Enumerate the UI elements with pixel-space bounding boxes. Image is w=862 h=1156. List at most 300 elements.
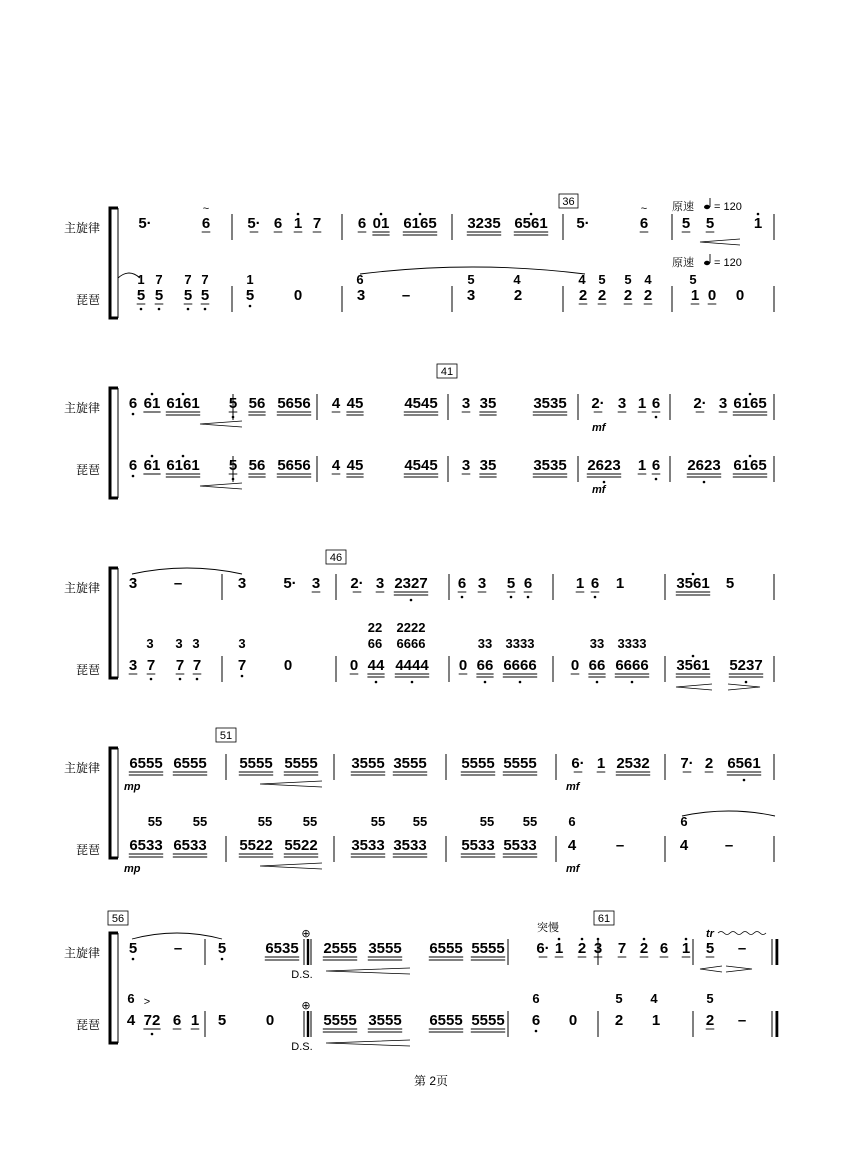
rehearsal-mark: 41 bbox=[440, 366, 454, 378]
note-token: 2 bbox=[623, 287, 633, 304]
low-octave-dot bbox=[179, 678, 182, 681]
dynamic-mf: mf bbox=[592, 484, 606, 496]
note-token: 2· bbox=[591, 395, 605, 412]
note-token: 1 bbox=[246, 272, 254, 287]
note-token: 2222 bbox=[396, 620, 426, 635]
note-token: – bbox=[615, 837, 625, 854]
note-token: 4 bbox=[650, 991, 658, 1006]
note-token: 2 bbox=[578, 287, 588, 304]
note-token: 55 bbox=[147, 814, 163, 829]
note-token: 55 bbox=[257, 814, 273, 829]
high-octave-dot bbox=[530, 213, 533, 216]
high-octave-dot bbox=[558, 938, 561, 941]
note-token: 5 bbox=[615, 991, 623, 1006]
note-token: 6 bbox=[590, 575, 600, 592]
note-token: 1 bbox=[615, 575, 625, 592]
note-token: 6 bbox=[127, 991, 135, 1006]
note-token: 7 bbox=[146, 657, 156, 674]
note-token: – bbox=[173, 575, 183, 592]
note-token: – bbox=[173, 940, 183, 957]
note-token: 4 bbox=[331, 395, 341, 412]
note-token: 3 bbox=[128, 657, 138, 674]
note-token: 6 bbox=[531, 1012, 541, 1029]
note-token: 55 bbox=[192, 814, 208, 829]
note-token: 56 bbox=[248, 457, 266, 474]
hairpin bbox=[700, 966, 722, 972]
hairpin bbox=[676, 684, 712, 690]
note-token: 6533 bbox=[129, 837, 163, 854]
low-octave-dot bbox=[150, 678, 153, 681]
note-token: 0 bbox=[568, 1012, 578, 1029]
part-label-pipa: 琵琶 bbox=[76, 843, 101, 857]
note-token: 1 bbox=[293, 215, 303, 232]
dynamic-mf: mf bbox=[566, 863, 580, 875]
note-token: 5· bbox=[138, 215, 152, 232]
note-token: 5 bbox=[689, 272, 697, 287]
note-token: 3 bbox=[356, 287, 366, 304]
note-token: 5555 bbox=[323, 1012, 357, 1029]
note-token: 6555 bbox=[429, 940, 463, 957]
note-token: 0 bbox=[349, 657, 359, 674]
high-octave-dot bbox=[757, 213, 760, 216]
hairpin bbox=[726, 966, 752, 972]
rehearsal-mark: 56 bbox=[111, 913, 125, 925]
note-token: 2555 bbox=[323, 940, 357, 957]
system-bracket bbox=[110, 748, 118, 858]
note-token: 6· bbox=[571, 755, 585, 772]
part-label-melody: 主旋律 bbox=[64, 946, 101, 960]
note-token: 1 bbox=[190, 1012, 200, 1029]
note-token: 3 bbox=[237, 575, 247, 592]
low-octave-dot bbox=[249, 305, 252, 308]
note-token: 5555 bbox=[284, 755, 318, 772]
note-token: 6561 bbox=[727, 755, 761, 772]
note-token: 6666 bbox=[615, 657, 649, 674]
high-octave-dot bbox=[151, 393, 154, 396]
note-token: 2532 bbox=[616, 755, 650, 772]
note-token: 3535 bbox=[533, 395, 567, 412]
low-octave-dot bbox=[655, 478, 658, 481]
note-token: 56 bbox=[248, 395, 266, 412]
note-token: 1 bbox=[575, 575, 585, 592]
note-token: 7 bbox=[192, 657, 202, 674]
note-token: 2 bbox=[577, 940, 587, 957]
note-token: 4444 bbox=[395, 657, 429, 674]
note-token: 6 bbox=[128, 457, 138, 474]
note-token: 6 bbox=[357, 215, 367, 232]
note-token: 6666 bbox=[396, 636, 426, 651]
trill-mark: tr bbox=[706, 928, 714, 940]
note-token: 6 bbox=[201, 215, 211, 232]
note-token: 5237 bbox=[729, 657, 763, 674]
slur bbox=[132, 933, 222, 939]
low-octave-dot bbox=[745, 681, 748, 684]
low-octave-dot bbox=[232, 416, 235, 419]
tempo-value: = 120 bbox=[714, 257, 742, 269]
note-token: 55 bbox=[412, 814, 428, 829]
note-token: 7· bbox=[680, 755, 694, 772]
note-token: 0 bbox=[707, 287, 717, 304]
low-octave-dot bbox=[743, 779, 746, 782]
low-octave-dot bbox=[375, 681, 378, 684]
note-token: 66 bbox=[588, 657, 606, 674]
note-token: 0 bbox=[458, 657, 468, 674]
high-octave-dot bbox=[151, 455, 154, 458]
note-token: 6· bbox=[536, 940, 550, 957]
high-octave-dot bbox=[597, 938, 600, 941]
note-token: 6 bbox=[128, 395, 138, 412]
hairpin bbox=[200, 483, 242, 489]
note-token: 5 bbox=[681, 215, 691, 232]
note-token: 5 bbox=[128, 940, 138, 957]
note-token: 2327 bbox=[394, 575, 428, 592]
note-token: 3 bbox=[466, 287, 476, 304]
hairpin bbox=[728, 684, 760, 690]
note-token: 3555 bbox=[351, 755, 385, 772]
note-token: 4 bbox=[567, 837, 577, 854]
note-token: 2 bbox=[513, 287, 523, 304]
note-token: 22 bbox=[367, 620, 383, 635]
note-token: 3 bbox=[375, 575, 385, 592]
note-token: 7 bbox=[237, 657, 247, 674]
note-token: 72 bbox=[143, 1012, 161, 1029]
note-token: – bbox=[737, 1012, 747, 1029]
note-token: – bbox=[737, 940, 747, 957]
note-token: 0 bbox=[735, 287, 745, 304]
note-token: 5 bbox=[624, 272, 632, 287]
note-token: 2 bbox=[597, 287, 607, 304]
note-token: 6 bbox=[523, 575, 533, 592]
note-token: 5 bbox=[136, 287, 146, 304]
note-token: 1 bbox=[137, 272, 145, 287]
note-token: 3533 bbox=[351, 837, 385, 854]
note-token: 1 bbox=[690, 287, 700, 304]
note-token: 6 bbox=[651, 457, 661, 474]
high-octave-dot bbox=[581, 938, 584, 941]
note-token: 5 bbox=[228, 457, 238, 474]
low-octave-dot bbox=[410, 599, 413, 602]
note-token: 4 bbox=[578, 272, 586, 287]
high-octave-dot bbox=[419, 213, 422, 216]
note-token: 6561 bbox=[514, 215, 548, 232]
slur bbox=[132, 568, 242, 574]
note-token: 7 bbox=[617, 940, 627, 957]
note-token: 5656 bbox=[277, 395, 311, 412]
tempo-change: 突慢 bbox=[537, 922, 559, 934]
hairpin bbox=[200, 421, 242, 427]
quarter-note-icon bbox=[704, 205, 710, 209]
note-token: 5522 bbox=[284, 837, 318, 854]
rehearsal-mark: 36 bbox=[562, 196, 575, 208]
note-token: 3535 bbox=[533, 457, 567, 474]
note-token: 6 bbox=[356, 272, 364, 287]
note-token: 6555 bbox=[129, 755, 163, 772]
note-token: 3235 bbox=[467, 215, 501, 232]
note-token: 7 bbox=[312, 215, 322, 232]
note-token: 7 bbox=[201, 272, 209, 287]
note-token: 6 bbox=[172, 1012, 182, 1029]
note-token: 3 bbox=[175, 636, 183, 651]
low-octave-dot bbox=[631, 681, 634, 684]
note-token: 5· bbox=[576, 215, 590, 232]
note-token: 55 bbox=[302, 814, 318, 829]
note-token: 5 bbox=[183, 287, 193, 304]
note-token: 6165 bbox=[733, 395, 767, 412]
note-token: 6555 bbox=[429, 1012, 463, 1029]
note-token: 5 bbox=[706, 991, 714, 1006]
rehearsal-mark: 51 bbox=[219, 730, 233, 742]
note-token: 5 bbox=[598, 272, 606, 287]
note-token: 6535 bbox=[265, 940, 299, 957]
low-octave-dot bbox=[158, 308, 161, 311]
note-token: 6 bbox=[568, 814, 576, 829]
note-token: 2623 bbox=[587, 457, 621, 474]
note-token: 61 bbox=[143, 457, 161, 474]
note-token: 5533 bbox=[461, 837, 495, 854]
low-octave-dot bbox=[411, 681, 414, 684]
note-token: 3 bbox=[718, 395, 728, 412]
note-token: 6165 bbox=[733, 457, 767, 474]
note-token: 3 bbox=[461, 457, 471, 474]
note-token: 5 bbox=[217, 1012, 227, 1029]
note-token: 33 bbox=[589, 636, 605, 651]
note-token: 3561 bbox=[676, 575, 710, 592]
note-token: 7 bbox=[175, 657, 185, 674]
mordent-mark: ~ bbox=[202, 203, 210, 215]
low-octave-dot bbox=[510, 596, 513, 599]
high-octave-dot bbox=[297, 213, 300, 216]
note-token: 0 bbox=[293, 287, 303, 304]
hairpin bbox=[260, 781, 322, 787]
note-token: 6165 bbox=[403, 215, 437, 232]
note-token: 01 bbox=[372, 215, 390, 232]
note-token: 4 bbox=[513, 272, 521, 287]
note-token: 6555 bbox=[173, 755, 207, 772]
note-token: 5555 bbox=[471, 1012, 505, 1029]
low-octave-dot bbox=[132, 475, 135, 478]
note-token: 3561 bbox=[676, 657, 710, 674]
high-octave-dot bbox=[182, 455, 185, 458]
low-octave-dot bbox=[151, 1033, 154, 1036]
tempo-word: 原速 bbox=[672, 201, 694, 213]
note-token: 5 bbox=[245, 287, 255, 304]
note-token: 5· bbox=[283, 575, 297, 592]
note-token: 5555 bbox=[239, 755, 273, 772]
high-octave-dot bbox=[643, 938, 646, 941]
note-token: 3 bbox=[477, 575, 487, 592]
high-octave-dot bbox=[692, 655, 695, 658]
low-octave-dot bbox=[594, 596, 597, 599]
note-token: 5 bbox=[154, 287, 164, 304]
low-octave-dot bbox=[132, 413, 135, 416]
note-token: 3555 bbox=[368, 940, 402, 957]
note-token: 2 bbox=[705, 1012, 715, 1029]
note-token: 2 bbox=[704, 755, 714, 772]
note-token: 6 bbox=[639, 215, 649, 232]
low-octave-dot bbox=[232, 478, 235, 481]
note-token: 5555 bbox=[461, 755, 495, 772]
note-token: 1 bbox=[596, 755, 606, 772]
rehearsal-mark: 46 bbox=[329, 552, 343, 564]
note-token: 4 bbox=[679, 837, 689, 854]
note-token: 5 bbox=[467, 272, 475, 287]
note-token: 4 bbox=[644, 272, 652, 287]
note-token: 5522 bbox=[239, 837, 273, 854]
hairpin bbox=[260, 863, 322, 869]
part-label-pipa: 琵琶 bbox=[76, 663, 101, 677]
note-token: 4 bbox=[126, 1012, 136, 1029]
note-token: 45 bbox=[346, 457, 364, 474]
note-token: 55 bbox=[522, 814, 538, 829]
hairpin bbox=[326, 968, 410, 974]
rehearsal-mark: 61 bbox=[597, 913, 611, 925]
part-label-pipa: 琵琶 bbox=[76, 1018, 101, 1032]
note-token: 5 bbox=[705, 940, 715, 957]
note-token: 35 bbox=[479, 457, 497, 474]
note-token: 6161 bbox=[166, 457, 200, 474]
high-octave-dot bbox=[685, 938, 688, 941]
low-octave-dot bbox=[519, 681, 522, 684]
note-token: 1 bbox=[651, 1012, 661, 1029]
note-token: 5 bbox=[705, 215, 715, 232]
note-token: 3 bbox=[238, 636, 246, 651]
part-label-melody: 主旋律 bbox=[64, 401, 101, 415]
note-token: 2· bbox=[693, 395, 707, 412]
ds-mark: D.S. bbox=[291, 969, 313, 981]
note-token: 3 bbox=[461, 395, 471, 412]
system-bracket bbox=[110, 568, 118, 678]
note-token: – bbox=[724, 837, 734, 854]
note-token: 7 bbox=[155, 272, 163, 287]
high-octave-dot bbox=[692, 573, 695, 576]
note-token: 35 bbox=[479, 395, 497, 412]
note-token: 66 bbox=[367, 636, 383, 651]
note-token: 4 bbox=[331, 457, 341, 474]
note-token: 5533 bbox=[503, 837, 537, 854]
note-token: 61 bbox=[143, 395, 161, 412]
note-token: 0 bbox=[283, 657, 293, 674]
system-bracket bbox=[110, 933, 118, 1043]
note-token: 2623 bbox=[687, 457, 721, 474]
part-label-melody: 主旋律 bbox=[64, 581, 101, 595]
note-token: 4545 bbox=[404, 457, 438, 474]
note-token: 5 bbox=[200, 287, 210, 304]
low-octave-dot bbox=[703, 481, 706, 484]
low-octave-dot bbox=[461, 596, 464, 599]
note-token: 4545 bbox=[404, 395, 438, 412]
low-octave-dot bbox=[484, 681, 487, 684]
note-token: 1 bbox=[637, 457, 647, 474]
part-label-pipa: 琵琶 bbox=[76, 293, 101, 307]
segno-icon: ⊕ bbox=[301, 1000, 311, 1012]
low-octave-dot bbox=[596, 681, 599, 684]
low-octave-dot bbox=[204, 308, 207, 311]
note-token: 3 bbox=[311, 575, 321, 592]
note-token: 6533 bbox=[173, 837, 207, 854]
note-token: 5 bbox=[228, 395, 238, 412]
low-octave-dot bbox=[535, 1030, 538, 1033]
note-token: 44 bbox=[367, 657, 385, 674]
note-token: 5 bbox=[725, 575, 735, 592]
note-token: 1 bbox=[681, 940, 691, 957]
system-bracket bbox=[110, 388, 118, 498]
note-token: 6 bbox=[651, 395, 661, 412]
note-token: 2 bbox=[639, 940, 649, 957]
note-token: 2 bbox=[614, 1012, 624, 1029]
high-octave-dot bbox=[380, 213, 383, 216]
note-token: 2 bbox=[643, 287, 653, 304]
note-token: 6 bbox=[659, 940, 669, 957]
low-octave-dot bbox=[221, 958, 224, 961]
ds-mark: D.S. bbox=[291, 1041, 313, 1053]
high-octave-dot bbox=[749, 393, 752, 396]
note-token: 6 bbox=[273, 215, 283, 232]
low-octave-dot bbox=[603, 481, 606, 484]
note-token: 0 bbox=[570, 657, 580, 674]
note-token: 7 bbox=[184, 272, 192, 287]
note-token: 5 bbox=[217, 940, 227, 957]
note-token: 3 bbox=[593, 940, 603, 957]
note-token: 0 bbox=[265, 1012, 275, 1029]
note-token: 1 bbox=[753, 215, 763, 232]
dynamic-mf: mf bbox=[592, 422, 606, 434]
accent-mark: > bbox=[143, 996, 151, 1008]
tie-outgoing bbox=[682, 811, 775, 816]
dynamic-mf: mf bbox=[566, 781, 580, 793]
quarter-note-icon bbox=[704, 261, 710, 265]
segno-icon: ⊕ bbox=[301, 928, 311, 940]
note-token: 3 bbox=[192, 636, 200, 651]
tempo-value: = 120 bbox=[714, 201, 742, 213]
note-token: 2· bbox=[350, 575, 364, 592]
low-octave-dot bbox=[196, 678, 199, 681]
note-token: 3 bbox=[128, 575, 138, 592]
low-octave-dot bbox=[241, 675, 244, 678]
dynamic-mp: mp bbox=[124, 781, 141, 793]
mordent-mark: ~ bbox=[640, 203, 648, 215]
note-token: 5656 bbox=[277, 457, 311, 474]
high-octave-dot bbox=[182, 393, 185, 396]
note-token: 33 bbox=[477, 636, 493, 651]
note-token: 6161 bbox=[166, 395, 200, 412]
low-octave-dot bbox=[187, 308, 190, 311]
low-octave-dot bbox=[140, 308, 143, 311]
low-octave-dot bbox=[527, 596, 530, 599]
note-token: 5 bbox=[506, 575, 516, 592]
note-token: 5555 bbox=[503, 755, 537, 772]
note-token: 5· bbox=[247, 215, 261, 232]
system-bracket bbox=[110, 208, 118, 318]
note-token: 1 bbox=[554, 940, 564, 957]
note-token: 3 bbox=[617, 395, 627, 412]
note-token: 45 bbox=[346, 395, 364, 412]
note-token: 3 bbox=[146, 636, 154, 651]
note-token: 6 bbox=[532, 991, 540, 1006]
part-label-melody: 主旋律 bbox=[64, 761, 101, 775]
note-token: 3333 bbox=[617, 636, 647, 651]
note-token: 66 bbox=[476, 657, 494, 674]
high-octave-dot bbox=[749, 455, 752, 458]
low-octave-dot bbox=[132, 958, 135, 961]
tempo-word: 原速 bbox=[672, 257, 694, 269]
note-token: 55 bbox=[370, 814, 386, 829]
note-token: 55 bbox=[479, 814, 495, 829]
note-token: 6 bbox=[457, 575, 467, 592]
note-token: 1 bbox=[637, 395, 647, 412]
note-token: 5555 bbox=[471, 940, 505, 957]
note-token: – bbox=[401, 287, 411, 304]
note-token: 3555 bbox=[393, 755, 427, 772]
